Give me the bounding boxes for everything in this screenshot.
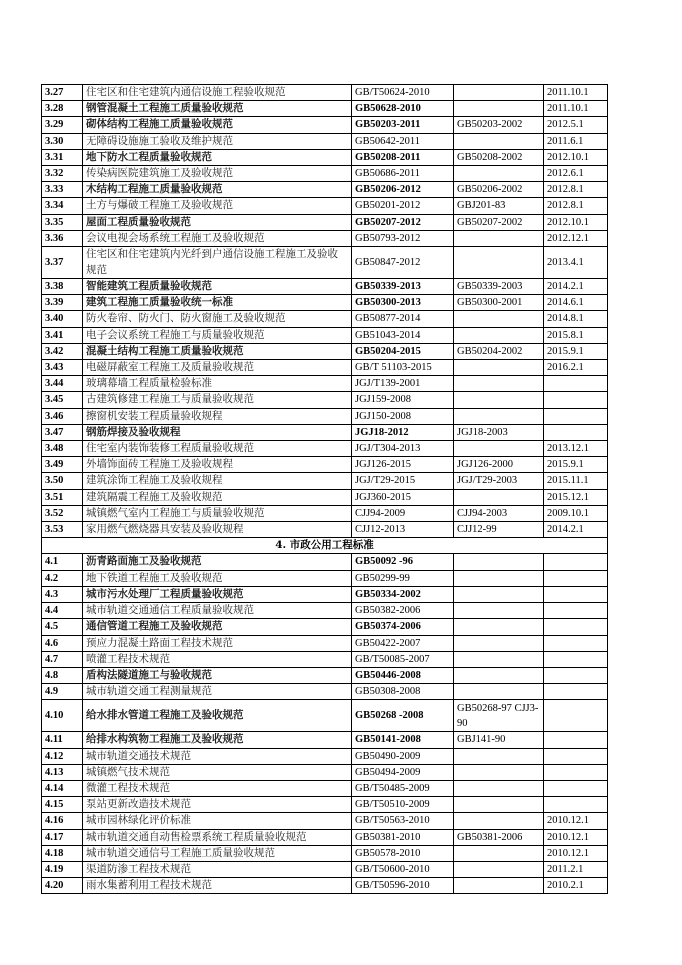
- standard-code: GB50490-2009: [352, 748, 454, 764]
- replaced-code: [454, 392, 544, 408]
- standard-name: 沥青路面施工及验收规范: [83, 554, 352, 570]
- table-row: [42, 797, 608, 813]
- effective-date: 2014.2.1: [544, 522, 608, 538]
- item-number: 4.7: [42, 651, 83, 667]
- replaced-code: [454, 133, 544, 149]
- table-row: [42, 198, 608, 214]
- standard-code: GB50201-2012: [352, 198, 454, 214]
- effective-date: [544, 700, 608, 732]
- standard-name: 玻璃幕墙工程质量检验标准: [83, 376, 352, 392]
- standard-name: 住宅区和住宅建筑内通信设施工程验收规范: [83, 85, 352, 101]
- standard-code: GB/T50563-2010: [352, 813, 454, 829]
- standard-code: GB50628-2010: [352, 101, 454, 117]
- standard-code: GB50446-2008: [352, 667, 454, 683]
- effective-date: 2012.8.1: [544, 198, 608, 214]
- standard-name: 无障碍设施施工验收及维护规范: [83, 133, 352, 149]
- standard-name: 外墙饰面砖工程施工及验收规程: [83, 457, 352, 473]
- effective-date: 2011.6.1: [544, 133, 608, 149]
- standard-name: 地下铁道工程施工及验收规范: [83, 570, 352, 586]
- standard-code: GB50334-2002: [352, 586, 454, 602]
- standard-code: GB50494-2009: [352, 764, 454, 780]
- standard-code: CJJ12-2013: [352, 522, 454, 538]
- table-row: [42, 424, 608, 440]
- standard-code: GB50308-2008: [352, 684, 454, 700]
- standard-code: GB/T50085-2007: [352, 651, 454, 667]
- standard-name: 通信管道工程施工及验收规范: [83, 619, 352, 635]
- standard-code: JGJ150-2008: [352, 408, 454, 424]
- replaced-code: GB50203-2002: [454, 117, 544, 133]
- standard-code: GB50203-2011: [352, 117, 454, 133]
- effective-date: [544, 570, 608, 586]
- item-number: 4.11: [42, 732, 83, 748]
- table-row: [42, 230, 608, 246]
- effective-date: [544, 586, 608, 602]
- standard-name: 钢管混凝土工程施工质量验收规范: [83, 101, 352, 117]
- item-number: 3.36: [42, 230, 83, 246]
- effective-date: [544, 424, 608, 440]
- replaced-code: GB50206-2002: [454, 182, 544, 198]
- standard-code: JGJ18-2012: [352, 424, 454, 440]
- table-row: [42, 764, 608, 780]
- item-number: 3.46: [42, 408, 83, 424]
- effective-date: 2010.12.1: [544, 829, 608, 845]
- table-row: [42, 311, 608, 327]
- table-row: [42, 166, 608, 182]
- item-number: 4.15: [42, 797, 83, 813]
- replaced-code: GBJ201-83: [454, 198, 544, 214]
- standard-name: 给水排水管道工程施工及验收规范: [83, 700, 352, 732]
- item-number: 4.17: [42, 829, 83, 845]
- effective-date: 2012.6.1: [544, 166, 608, 182]
- standard-code: GB50299-99: [352, 570, 454, 586]
- standard-name: 微灌工程技术规范: [83, 780, 352, 796]
- effective-date: 2012.10.1: [544, 149, 608, 165]
- effective-date: 2014.8.1: [544, 311, 608, 327]
- effective-date: [544, 619, 608, 635]
- effective-date: 2012.12.1: [544, 230, 608, 246]
- replaced-code: [454, 748, 544, 764]
- effective-date: 2015.9.1: [544, 343, 608, 359]
- table-row: [42, 845, 608, 861]
- table-row: [42, 813, 608, 829]
- standard-code: JGJ/T304-2013: [352, 441, 454, 457]
- replaced-code: GB50268-97 CJJ3-90: [454, 700, 544, 732]
- table-row: [42, 861, 608, 877]
- effective-date: 2013.12.1: [544, 441, 608, 457]
- item-number: 3.39: [42, 295, 83, 311]
- standard-code: GB50422-2007: [352, 635, 454, 651]
- effective-date: 2012.5.1: [544, 117, 608, 133]
- effective-date: 2010.12.1: [544, 845, 608, 861]
- item-number: 3.44: [42, 376, 83, 392]
- section-title: 4. 市政公用工程标准: [42, 538, 608, 554]
- item-number: 4.19: [42, 861, 83, 877]
- standard-name: 盾构法隧道施工与验收规范: [83, 667, 352, 683]
- standard-code: GB50642-2011: [352, 133, 454, 149]
- table-row: [42, 473, 608, 489]
- standard-code: GB50207-2012: [352, 214, 454, 230]
- standard-name: 喷灌工程技术规范: [83, 651, 352, 667]
- item-number: 4.2: [42, 570, 83, 586]
- standard-code: JGJ360-2015: [352, 489, 454, 505]
- section-header-row: [42, 538, 608, 554]
- item-number: 3.47: [42, 424, 83, 440]
- table-row: [42, 133, 608, 149]
- standard-name: 古建筑修建工程施工与质量验收规范: [83, 392, 352, 408]
- item-number: 3.40: [42, 311, 83, 327]
- item-number: 4.16: [42, 813, 83, 829]
- replaced-code: [454, 408, 544, 424]
- table-row: [42, 247, 608, 279]
- replaced-code: GB50204-2002: [454, 343, 544, 359]
- replaced-code: GB50381-2006: [454, 829, 544, 845]
- standard-name: 家用燃气燃烧器具安装及验收规程: [83, 522, 352, 538]
- effective-date: 2012.10.1: [544, 214, 608, 230]
- item-number: 3.52: [42, 505, 83, 521]
- standard-name: 城市污水处理厂工程质量验收规范: [83, 586, 352, 602]
- item-number: 3.49: [42, 457, 83, 473]
- table-row: [42, 651, 608, 667]
- standard-code: GB/T50596-2010: [352, 878, 454, 894]
- standard-name: 城市轨道交通技术规范: [83, 748, 352, 764]
- table-row: [42, 343, 608, 359]
- table-row: [42, 586, 608, 602]
- table-row: [42, 603, 608, 619]
- standard-code: GB50300-2013: [352, 295, 454, 311]
- item-number: 4.8: [42, 667, 83, 683]
- item-number: 3.28: [42, 101, 83, 117]
- table-row: [42, 392, 608, 408]
- standard-code: GB50686-2011: [352, 166, 454, 182]
- standard-name: 城镇燃气技术规范: [83, 764, 352, 780]
- table-row: [42, 182, 608, 198]
- replaced-code: [454, 813, 544, 829]
- effective-date: [544, 376, 608, 392]
- effective-date: [544, 408, 608, 424]
- item-number: 4.20: [42, 878, 83, 894]
- standard-name: 城镇燃气室内工程施工与质量验收规范: [83, 505, 352, 521]
- table-row: [42, 554, 608, 570]
- item-number: 4.13: [42, 764, 83, 780]
- replaced-code: [454, 247, 544, 279]
- standard-name: 地下防水工程质量验收规范: [83, 149, 352, 165]
- effective-date: [544, 635, 608, 651]
- standard-name: 城市轨道交通工程测量规范: [83, 684, 352, 700]
- replaced-code: JGJ126-2000: [454, 457, 544, 473]
- standard-code: GB50793-2012: [352, 230, 454, 246]
- replaced-code: [454, 166, 544, 182]
- table-row: [42, 505, 608, 521]
- effective-date: 2011.10.1: [544, 85, 608, 101]
- replaced-code: [454, 489, 544, 505]
- table-row: [42, 149, 608, 165]
- replaced-code: [454, 311, 544, 327]
- replaced-code: [454, 861, 544, 877]
- item-number: 3.31: [42, 149, 83, 165]
- effective-date: [544, 651, 608, 667]
- replaced-code: GB50208-2002: [454, 149, 544, 165]
- standard-name: 给排水构筑物工程施工及验收规范: [83, 732, 352, 748]
- item-number: 3.27: [42, 85, 83, 101]
- replaced-code: [454, 586, 544, 602]
- replaced-code: [454, 797, 544, 813]
- table-row: [42, 780, 608, 796]
- standard-code: GB50578-2010: [352, 845, 454, 861]
- replaced-code: [454, 845, 544, 861]
- standards-table-body: [42, 85, 608, 894]
- table-row: [42, 732, 608, 748]
- effective-date: 2009.10.1: [544, 505, 608, 521]
- standard-code: GB50381-2010: [352, 829, 454, 845]
- table-row: [42, 878, 608, 894]
- item-number: 4.1: [42, 554, 83, 570]
- standard-name: 住宅区和住宅建筑内光纤到户通信设施工程施工及验收规范: [83, 247, 352, 279]
- replaced-code: [454, 230, 544, 246]
- standard-name: 城市轨道交通通信工程质量验收规范: [83, 603, 352, 619]
- standard-code: GB50208-2011: [352, 149, 454, 165]
- replaced-code: GB50207-2002: [454, 214, 544, 230]
- effective-date: 2015.12.1: [544, 489, 608, 505]
- item-number: 3.29: [42, 117, 83, 133]
- standard-code: GB50206-2012: [352, 182, 454, 198]
- replaced-code: [454, 603, 544, 619]
- table-row: [42, 295, 608, 311]
- standard-name: 钢筋焊接及验收规程: [83, 424, 352, 440]
- table-row: [42, 117, 608, 133]
- effective-date: [544, 748, 608, 764]
- effective-date: [544, 764, 608, 780]
- item-number: 3.41: [42, 327, 83, 343]
- replaced-code: [454, 764, 544, 780]
- standard-name: 城市轨道交通自动售检票系统工程质量验收规范: [83, 829, 352, 845]
- standard-name: 渠道防渗工程技术规范: [83, 861, 352, 877]
- effective-date: [544, 797, 608, 813]
- table-row: [42, 85, 608, 101]
- table-row: [42, 522, 608, 538]
- replaced-code: [454, 635, 544, 651]
- standard-name: 建筑涂饰工程施工及验收规程: [83, 473, 352, 489]
- standard-name: 城市园林绿化评价标准: [83, 813, 352, 829]
- item-number: 4.5: [42, 619, 83, 635]
- table-row: [42, 829, 608, 845]
- table-row: [42, 457, 608, 473]
- standard-name: 木结构工程施工质量验收规范: [83, 182, 352, 198]
- item-number: 3.30: [42, 133, 83, 149]
- item-number: 3.51: [42, 489, 83, 505]
- table-row: [42, 635, 608, 651]
- item-number: 4.14: [42, 780, 83, 796]
- replaced-code: [454, 684, 544, 700]
- item-number: 3.38: [42, 279, 83, 295]
- standard-name: 电磁屏蔽室工程施工及质量验收规范: [83, 360, 352, 376]
- effective-date: 2016.2.1: [544, 360, 608, 376]
- item-number: 3.45: [42, 392, 83, 408]
- item-number: 4.4: [42, 603, 83, 619]
- standard-code: GB/T50485-2009: [352, 780, 454, 796]
- table-row: [42, 489, 608, 505]
- item-number: 3.32: [42, 166, 83, 182]
- item-number: 4.18: [42, 845, 83, 861]
- replaced-code: [454, 651, 544, 667]
- table-row: [42, 700, 608, 732]
- item-number: 3.48: [42, 441, 83, 457]
- item-number: 3.37: [42, 247, 83, 279]
- table-row: [42, 684, 608, 700]
- standard-code: JGJ/T29-2015: [352, 473, 454, 489]
- standard-name: 传染病医院建筑施工及验收规范: [83, 166, 352, 182]
- item-number: 3.53: [42, 522, 83, 538]
- item-number: 3.42: [42, 343, 83, 359]
- standards-table: [41, 84, 608, 894]
- standard-code: JGJ159-2008: [352, 392, 454, 408]
- table-row: [42, 214, 608, 230]
- standard-name: 混凝土结构工程施工质量验收规范: [83, 343, 352, 359]
- replaced-code: GBJ141-90: [454, 732, 544, 748]
- effective-date: 2011.2.1: [544, 861, 608, 877]
- table-row: [42, 667, 608, 683]
- standards-table-sheet: [41, 84, 608, 894]
- standard-name: 雨水集蓄利用工程技术规范: [83, 878, 352, 894]
- item-number: 3.33: [42, 182, 83, 198]
- effective-date: [544, 603, 608, 619]
- effective-date: 2013.4.1: [544, 247, 608, 279]
- standard-name: 擦窗机安装工程质量验收规程: [83, 408, 352, 424]
- effective-date: 2012.8.1: [544, 182, 608, 198]
- table-row: [42, 360, 608, 376]
- effective-date: [544, 392, 608, 408]
- replaced-code: [454, 101, 544, 117]
- standard-code: GB50339-2013: [352, 279, 454, 295]
- standard-name: 建筑工程施工质量验收统一标准: [83, 295, 352, 311]
- replaced-code: [454, 878, 544, 894]
- item-number: 4.6: [42, 635, 83, 651]
- standard-code: GB/T 51103-2015: [352, 360, 454, 376]
- replaced-code: [454, 667, 544, 683]
- table-row: [42, 327, 608, 343]
- item-number: 4.12: [42, 748, 83, 764]
- standard-code: GB/T50600-2010: [352, 861, 454, 877]
- effective-date: 2010.2.1: [544, 878, 608, 894]
- effective-date: [544, 667, 608, 683]
- standard-name: 城市轨道交通信号工程施工质量验收规范: [83, 845, 352, 861]
- effective-date: 2010.12.1: [544, 813, 608, 829]
- standard-name: 泵站更新改造技术规范: [83, 797, 352, 813]
- item-number: 3.43: [42, 360, 83, 376]
- standard-code: GB51043-2014: [352, 327, 454, 343]
- replaced-code: [454, 376, 544, 392]
- effective-date: 2014.2.1: [544, 279, 608, 295]
- replaced-code: [454, 327, 544, 343]
- replaced-code: [454, 441, 544, 457]
- table-row: [42, 101, 608, 117]
- replaced-code: [454, 570, 544, 586]
- effective-date: [544, 732, 608, 748]
- effective-date: 2015.8.1: [544, 327, 608, 343]
- table-row: [42, 408, 608, 424]
- replaced-code: [454, 85, 544, 101]
- standard-code: GB/T50624-2010: [352, 85, 454, 101]
- standard-name: 土方与爆破工程施工及验收规范: [83, 198, 352, 214]
- standard-code: GB50847-2012: [352, 247, 454, 279]
- replaced-code: [454, 554, 544, 570]
- table-row: [42, 441, 608, 457]
- item-number: 3.35: [42, 214, 83, 230]
- effective-date: [544, 554, 608, 570]
- standard-code: GB50268 -2008: [352, 700, 454, 732]
- standard-name: 智能建筑工程质量验收规范: [83, 279, 352, 295]
- standard-name: 预应力混凝土路面工程技术规范: [83, 635, 352, 651]
- standard-name: 电子会议系统工程施工与质量验收规范: [83, 327, 352, 343]
- effective-date: 2011.10.1: [544, 101, 608, 117]
- standard-name: 防火卷帘、防火门、防火窗施工及验收规范: [83, 311, 352, 327]
- standard-code: GB50877-2014: [352, 311, 454, 327]
- table-row: [42, 376, 608, 392]
- item-number: 4.3: [42, 586, 83, 602]
- replaced-code: [454, 780, 544, 796]
- replaced-code: CJJ12-99: [454, 522, 544, 538]
- standard-code: GB50382-2006: [352, 603, 454, 619]
- replaced-code: GB50300-2001: [454, 295, 544, 311]
- standard-name: 砌体结构工程施工质量验收规范: [83, 117, 352, 133]
- table-row: [42, 570, 608, 586]
- replaced-code: JGJ/T29-2003: [454, 473, 544, 489]
- standard-code: GB50141-2008: [352, 732, 454, 748]
- replaced-code: GB50339-2003: [454, 279, 544, 295]
- standard-code: GB/T50510-2009: [352, 797, 454, 813]
- item-number: 3.50: [42, 473, 83, 489]
- replaced-code: [454, 619, 544, 635]
- effective-date: 2015.11.1: [544, 473, 608, 489]
- standard-name: 会议电视会场系统工程施工及验收规范: [83, 230, 352, 246]
- standard-name: 建筑隔震工程施工及验收规范: [83, 489, 352, 505]
- standard-code: GB50374-2006: [352, 619, 454, 635]
- replaced-code: JGJ18-2003: [454, 424, 544, 440]
- table-row: [42, 279, 608, 295]
- replaced-code: CJJ94-2003: [454, 505, 544, 521]
- standard-name: 住宅室内装饰装修工程质量验收规范: [83, 441, 352, 457]
- standard-code: JGJ/T139-2001: [352, 376, 454, 392]
- item-number: 4.10: [42, 700, 83, 732]
- replaced-code: [454, 360, 544, 376]
- item-number: 4.9: [42, 684, 83, 700]
- effective-date: [544, 684, 608, 700]
- standard-code: GB50204-2015: [352, 343, 454, 359]
- standard-name: 屋面工程质量验收规范: [83, 214, 352, 230]
- standard-code: JGJ126-2015: [352, 457, 454, 473]
- effective-date: 2015.9.1: [544, 457, 608, 473]
- standard-code: CJJ94-2009: [352, 505, 454, 521]
- table-row: [42, 748, 608, 764]
- effective-date: [544, 780, 608, 796]
- table-row: [42, 619, 608, 635]
- item-number: 3.34: [42, 198, 83, 214]
- effective-date: 2014.6.1: [544, 295, 608, 311]
- standard-code: GB50092 -96: [352, 554, 454, 570]
